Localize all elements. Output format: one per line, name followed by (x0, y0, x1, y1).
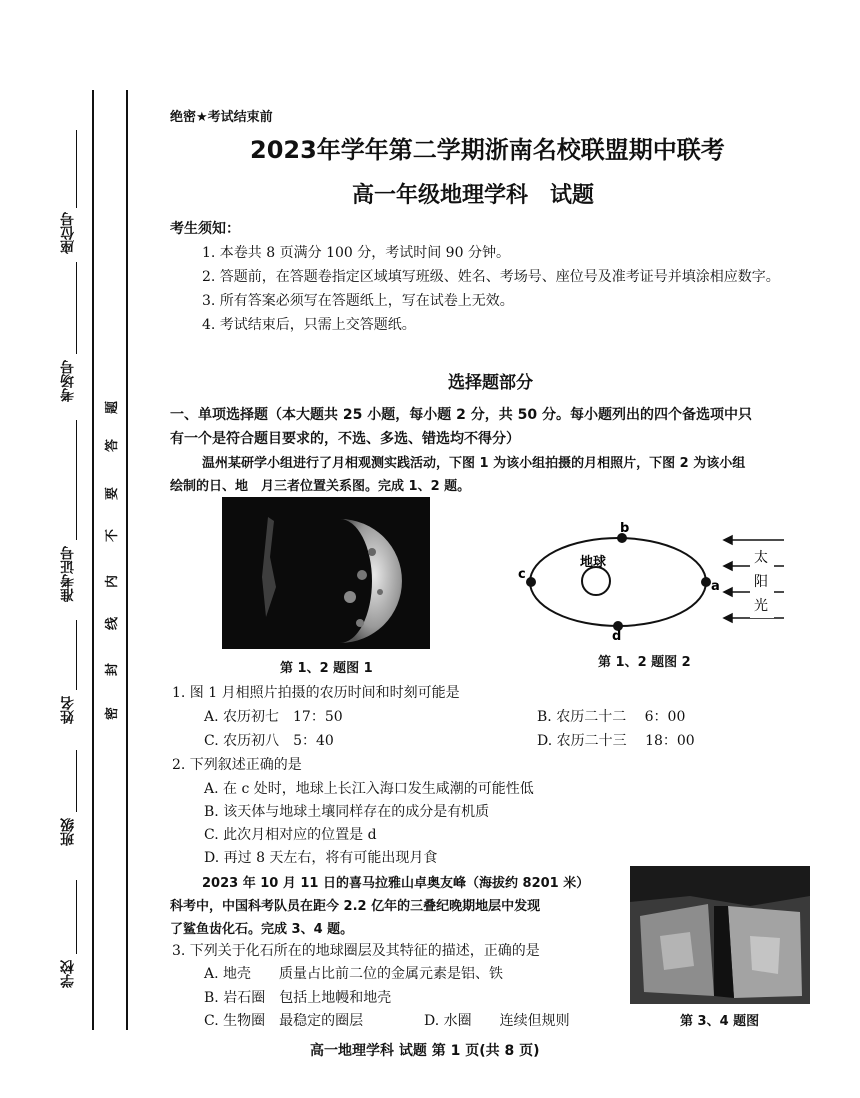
side-blank-class (76, 750, 77, 812)
seal-char: 内 (105, 574, 121, 589)
margin-line-inner (126, 90, 128, 1030)
notice-item: 4. 考试结束后，只需上交答题纸。 (202, 317, 416, 333)
seal-char: 封 (105, 662, 121, 677)
seal-char: 要 (105, 486, 121, 501)
side-blank-seat (76, 130, 77, 208)
secret-label: 绝密★考试结束前 (170, 110, 273, 125)
seal-char: 线 (105, 616, 121, 631)
question-2-stem: 2. 下列叙述正确的是 (172, 757, 302, 773)
question-1-option-d: D. 农历二十三 18：00 (537, 733, 695, 749)
notice-item: 1. 本卷共 8 页满分 100 分，考试时间 90 分钟。 (202, 245, 510, 261)
intro-q3-4-line1: 2023 年 10 月 11 日的喜马拉雅山卓奥友峰（海拔约 8201 米） (202, 876, 590, 891)
moon-orbit (530, 538, 706, 626)
question-2-option-a: A. 在 c 处时，地球上长江入海口发生咸潮的可能性低 (204, 781, 534, 797)
seal-char: 不 (105, 528, 121, 543)
figure3-caption: 第 3、4 题图 (680, 1014, 760, 1029)
question-2-option-b: B. 该天体与地球土壤同样存在的成分是有机质 (204, 804, 490, 820)
question-2-option-d: D. 再过 8 天左右，将有可能出现月食 (204, 850, 438, 866)
side-label-name: 姓名 (60, 696, 76, 724)
notice-item: 2. 答题前，在答题卷指定区域填写班级、姓名、考场号、座位号及准考证号并填涂相应数字。 (202, 269, 780, 285)
point-a-label: a (711, 579, 720, 594)
question-3-option-b: B. 岩石圈 包括上地幔和地壳 (204, 990, 392, 1006)
notice-heading: 考生须知： (170, 221, 240, 237)
earth-label: 地球 (580, 555, 607, 570)
question-1-stem: 1. 图 1 月相照片拍摄的农历时间和时刻可能是 (172, 685, 460, 701)
fossil-photo (630, 866, 810, 1004)
question-2-option-c: C. 此次月相对应的位置是 d (204, 827, 377, 843)
intro-q1-2-line1: 温州某研学小组进行了月相观测实践活动，下图 1 为该小组拍摄的月相照片，下图 2 为该小组 (202, 456, 746, 471)
side-label-room: 考场号 (60, 360, 76, 402)
notice-item: 3. 所有答案必须写在答题纸上，写在试卷上无效。 (202, 293, 514, 309)
question-3-stem: 3. 下列关于化石所在的地球圈层及其特征的描述，正确的是 (172, 943, 540, 959)
seal-char: 答 (105, 438, 121, 453)
point-c-label: c (518, 567, 526, 582)
section-heading-line1: 一、单项选择题（本大题共 25 小题，每小题 2 分，共 50 分。每小题列出的四个备选项中只 (170, 407, 752, 423)
point-b-label: b (620, 521, 630, 536)
side-blank-name (76, 620, 77, 690)
side-label-class: 班级 (60, 818, 76, 846)
intro-q3-4-line3: 了鲨鱼齿化石。完成 3、4 题。 (170, 922, 354, 937)
side-blank-school (76, 880, 77, 954)
orbit-diagram (500, 510, 790, 660)
exam-subtitle: 高一年级地理学科 试题 (352, 183, 595, 208)
figure2-caption: 第 1、2 题图 2 (598, 655, 691, 670)
side-blank-room (76, 262, 77, 354)
question-3-option-c: C. 生物圈 最稳定的圈层 (204, 1013, 364, 1029)
question-1-option-a: A. 农历初七 17：50 (204, 709, 343, 725)
figure1-caption: 第 1、2 题图 1 (280, 661, 373, 676)
question-3-option-d: D. 水圈 连续但规则 (424, 1013, 570, 1029)
seal-char: 题 (105, 400, 121, 415)
seal-char: 密 (105, 706, 121, 721)
sunlight-char: 太 (754, 550, 768, 566)
point-c (526, 577, 536, 587)
side-label-school: 学校 (60, 960, 76, 988)
sunlight-char: 光 (754, 598, 768, 614)
moon-illustration (222, 497, 430, 649)
side-label-seat: 座位号 (60, 212, 76, 254)
point-d-label: d (612, 629, 622, 644)
intro-q3-4-line2: 科考中，中国科考队员在距今 2.2 亿年的三叠纪晚期地层中发现 (170, 899, 541, 914)
side-blank-examno (76, 420, 77, 540)
question-1-option-b: B. 农历二十二 6：00 (537, 709, 686, 725)
sunlight-char: 阳 (754, 574, 768, 590)
side-label-examno: 准考证号 (60, 546, 76, 602)
section-heading-line2: 有一个是符合题目要求的，不选、多选、错选均不得分） (170, 431, 520, 447)
moon-photo (222, 497, 430, 649)
fossil-illustration (630, 866, 810, 1004)
earth-circle (582, 567, 610, 595)
page-footer: 高一地理学科 试题 第 1 页(共 8 页) (310, 1043, 540, 1059)
section-title: 选择题部分 (448, 373, 533, 393)
exam-title: 2023年学年第二学期浙南名校联盟期中联考 (250, 136, 725, 164)
point-a (701, 577, 711, 587)
intro-q1-2-line2: 绘制的日、地 月三者位置关系图。完成 1、2 题。 (170, 479, 471, 494)
question-3-option-a: A. 地壳 质量占比前二位的金属元素是铝、铁 (204, 966, 504, 982)
question-1-option-c: C. 农历初八 5：40 (204, 733, 334, 749)
margin-line-outer (92, 90, 94, 1030)
